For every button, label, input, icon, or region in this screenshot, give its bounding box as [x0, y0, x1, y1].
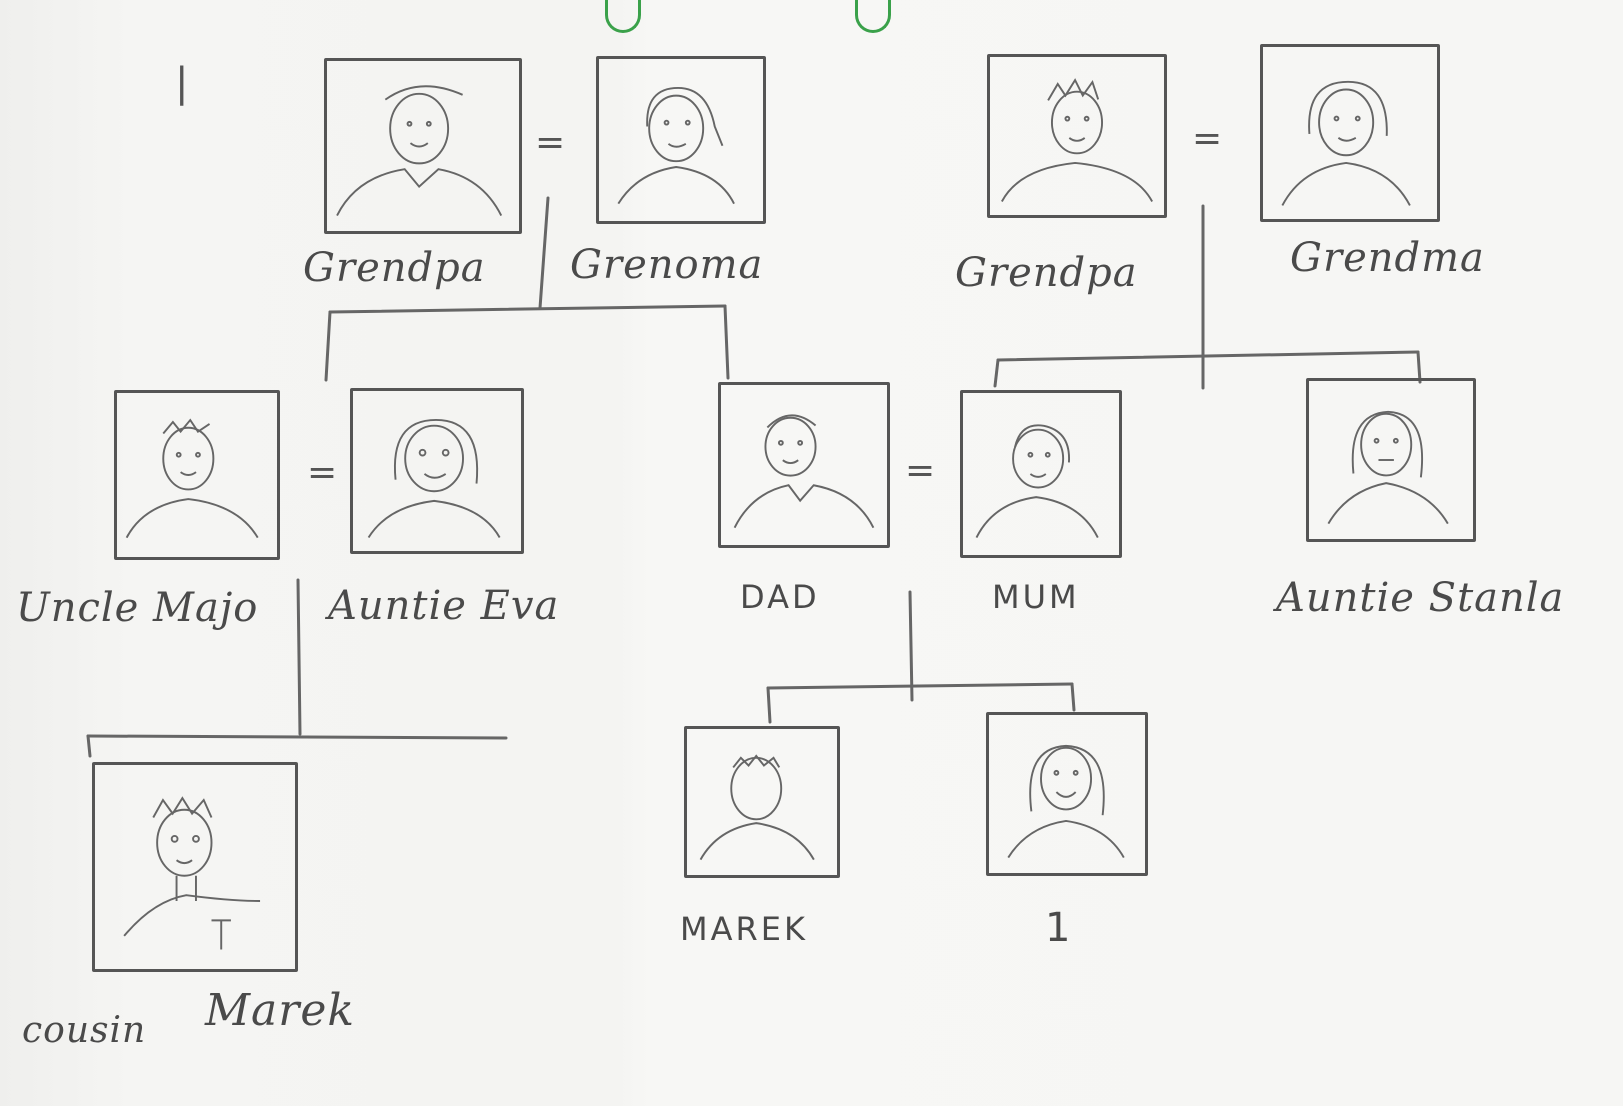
- portrait-grandpa-paternal: [324, 58, 522, 234]
- portrait-auntie-stanla: [1306, 378, 1476, 542]
- label-cousin-prefix: cousin: [22, 1010, 147, 1051]
- marriage-sign: =: [1192, 118, 1223, 159]
- label-dad: DAD: [740, 578, 820, 616]
- male-face-sketch-icon: [95, 765, 295, 969]
- portrait-grandpa-maternal: [987, 54, 1167, 218]
- portrait-auntie-eva: [350, 388, 524, 554]
- label-auntie-eva: Auntie Eva: [328, 583, 560, 629]
- portrait-marek: [684, 726, 840, 878]
- male-face-sketch-icon: [721, 385, 887, 545]
- marriage-sign: =: [535, 122, 566, 163]
- portrait-grandma-maternal: [1260, 44, 1440, 222]
- female-face-sketch-icon: [353, 391, 521, 551]
- marriage-sign: =: [307, 452, 338, 493]
- label-cousin-name: Marek: [205, 985, 356, 1036]
- female-face-sketch-icon: [989, 715, 1145, 873]
- label-me: 1: [1045, 905, 1074, 951]
- label-grandpa-maternal: Grendpa: [955, 250, 1138, 296]
- female-face-sketch-icon: [1263, 47, 1437, 219]
- label-marek: MAREK: [680, 910, 808, 948]
- portrait-mum: [960, 390, 1122, 558]
- label-grandma-paternal: Grenoma: [570, 242, 764, 288]
- label-mum: MUM: [992, 578, 1080, 616]
- label-uncle-majo: Uncle Majo: [16, 585, 259, 631]
- portrait-me: [986, 712, 1148, 876]
- label-auntie-stanla: Auntie Stanla: [1276, 575, 1565, 621]
- portrait-cousin-marek: [92, 762, 298, 972]
- portrait-grandma-paternal: [596, 56, 766, 224]
- male-face-sketch-icon: [687, 729, 837, 875]
- stray-pencil-mark: |: [175, 60, 189, 106]
- portrait-dad: [718, 382, 890, 548]
- portrait-uncle-majo: [114, 390, 280, 560]
- label-grandpa-paternal: Grendpa: [303, 245, 486, 291]
- male-face-sketch-icon: [327, 61, 519, 231]
- female-face-sketch-icon: [963, 393, 1119, 555]
- male-face-sketch-icon: [117, 393, 277, 557]
- male-face-sketch-icon: [990, 57, 1164, 215]
- label-grandma-maternal: Grendma: [1290, 235, 1485, 281]
- marriage-sign: =: [905, 450, 936, 491]
- female-face-sketch-icon: [599, 59, 763, 221]
- female-face-sketch-icon: [1309, 381, 1473, 539]
